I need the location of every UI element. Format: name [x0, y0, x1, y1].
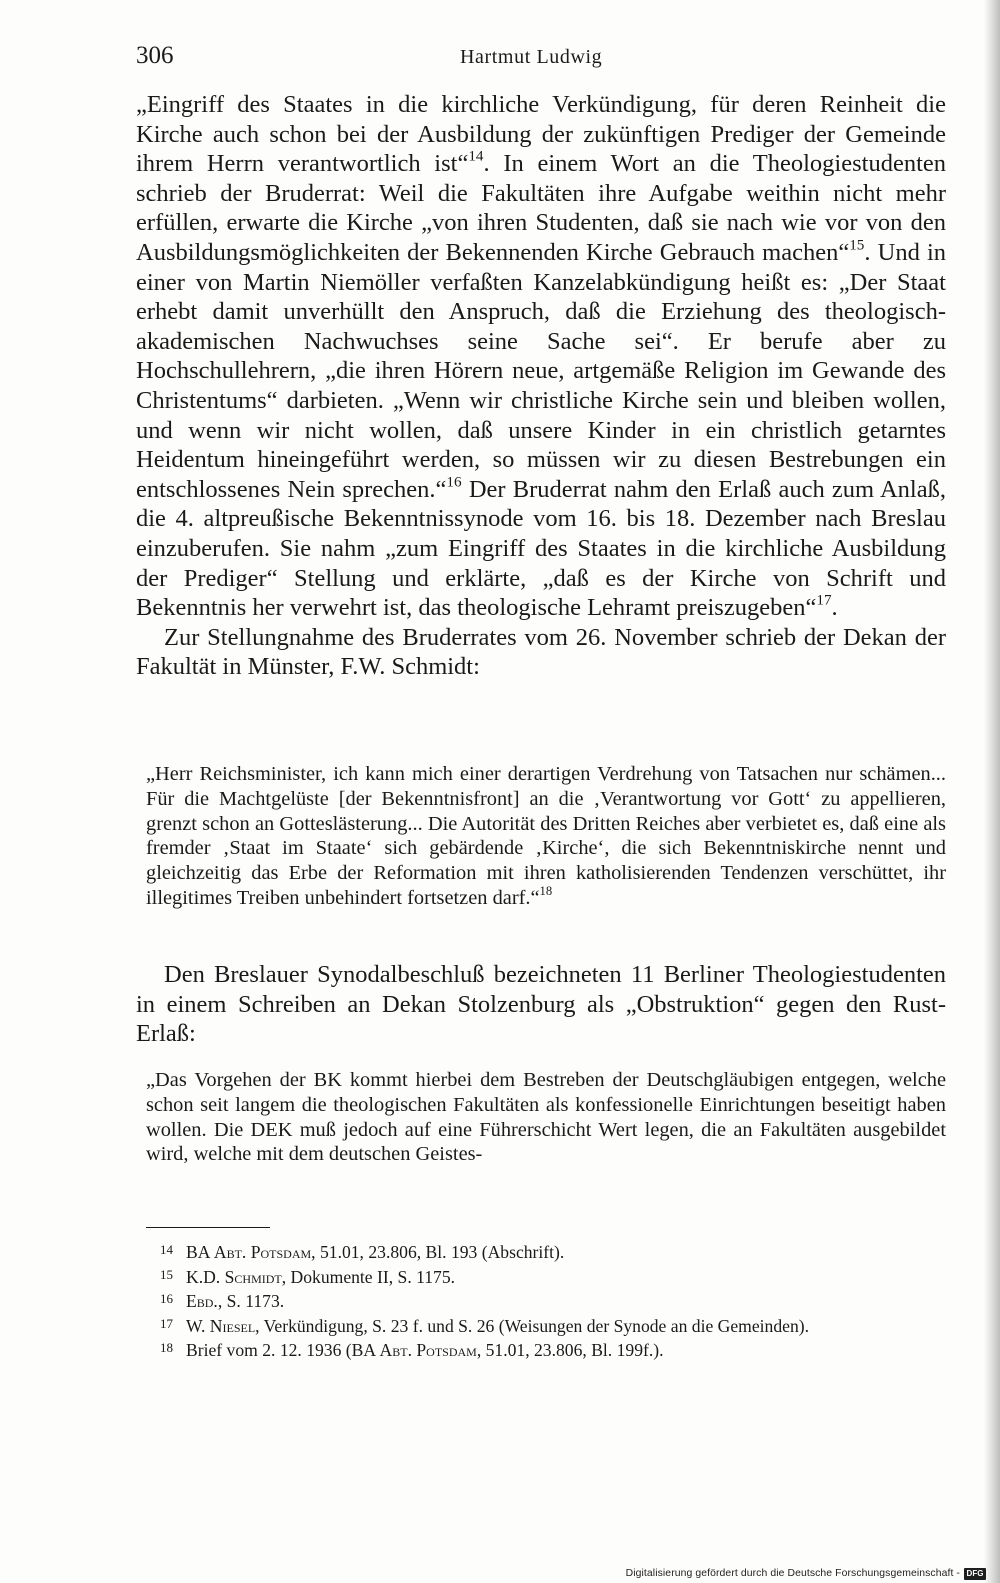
footnote-smallcaps: Schmidt	[224, 1266, 282, 1287]
footnote-ref-14: 14	[468, 147, 484, 165]
paragraph-1-text-e: .	[831, 594, 838, 622]
footnote-17	[146, 1314, 946, 1339]
footnote-15	[146, 1265, 946, 1290]
paragraph-1-text-a: „Eingriff des Staates in die kirchliche Verkündigung, für deren Reinheit die Kirche auch schon bei der Ausbildung der zukünftigen Prediger der Gemeinde ihrem Herrn verantwortlich ist“	[136, 91, 946, 178]
paragraph-1-text-c: . Und in einer von Martin Niemöller verfaßten Kanzelabkündigung heißt es: „Der Staat erhebt damit unverhüllt den Anspruch, daß die Erziehung des theologisch-akademischen Nachwuchses seine Sache sei“. Er berufe aber zu Hochschullehrern, „die ihren Hörern neue, artgemäße Religion im Gewande des Christentums“ darbieten. „Wenn wir christliche Kirche sein und bleiben wollen, und wenn wir nicht wollen, daß unsere Kinder in ein christlich getarntes Heidentum hineingeführt werden, so müssen wir zu diesen Bestrebungen ein entschlossenes Nein sprechen.“	[136, 238, 947, 503]
footnote-text: W.	[186, 1315, 210, 1336]
footnote-smallcaps: Abt. Potsdam	[213, 1242, 312, 1262]
footnote-text: BA	[186, 1242, 214, 1262]
footnote-text: , 51.01, 23.806, Bl. 199f.).	[476, 1340, 664, 1361]
footnote-number: 14	[160, 1242, 173, 1257]
dfg-logo: DFG	[964, 1568, 986, 1580]
block-quote-students: „Das Vorgehen der BK kommt hierbei dem Bestreben der Deutschgläubigen entgegen, welche schon seit langem die theologischen Fakultäten als konfessionelle Einrichtungen beseitigt haben wollen. Die DEK muß jedoch auf eine Führerschicht Wert legen, die an Fakultäten ausgebildet wird, welche mit dem deutschen Geistes-	[146, 1069, 946, 1166]
footnote-smallcaps: Niesel	[209, 1315, 256, 1336]
footnote-ref-15: 15	[849, 236, 865, 254]
footnote-number: 18	[160, 1340, 173, 1356]
footnote-text: K.D.	[186, 1266, 225, 1287]
footnote-number: 15	[160, 1266, 173, 1282]
footnote-18	[146, 1338, 946, 1363]
page-header	[136, 42, 936, 78]
footnote-ref-17: 17	[816, 591, 832, 609]
paragraph-1	[136, 90, 946, 623]
footnote-text: Brief vom 2. 12. 1936 (BA	[186, 1340, 380, 1361]
footnote-text: , Dokumente II, S. 1175.	[281, 1266, 456, 1287]
paragraph-1-text-d: Der Bruderrat nahm den Erlaß auch zum Anlaß, die 4. altpreußische Bekenntnissynode vom 16. bis 18. Dezember nach Breslau einzuberufen. Sie nahm „zum Eingriff des Staates in die kirchliche Ausbildung der Prediger“ Stellung und erklärte, „daß es der Kirche von Schrift und Bekenntnis her verwehrt ist, das theologische Lehramt preiszugeben“	[136, 475, 946, 622]
paragraph-1b: Zur Stellungnahme des Bruderrates vom 26. November schrieb der Dekan der Fakultät in Münster, F.W. Schmidt:	[136, 623, 946, 681]
footnote-text: , Verkündigung, S. 23 f. und S. 26 (Weisungen der Synode an die Gemeinden).	[255, 1315, 810, 1336]
paragraph-1-text-b: . In einem Wort an die Theologiestudenten schrieb der Bruderrat: Weil die Fakultäten ihre Aufgabe weithin nicht mehr erfüllen, erwarte die Kirche „von ihren Studenten, daß sie nach wie vor von den Ausbildungsmöglichkeiten der Bekennenden Kirche Gebrauch machen“	[136, 150, 946, 266]
running-head-author: Hartmut Ludwig	[460, 46, 603, 68]
footnote-16	[146, 1289, 946, 1314]
footnote-smallcaps: Ebd.	[186, 1291, 218, 1312]
paragraph-2: Den Breslauer Synodalbeschluß bezeichneten 11 Berliner Theologiestudenten in einem Schreiben an Dekan Stolzenburg als „Obstruktion“ gegen den Rust-Erlaß:	[136, 961, 946, 1048]
footnote-smallcaps: Abt. Potsdam	[379, 1340, 477, 1361]
page-edge-shadow	[984, 0, 1000, 1583]
page-number: 306	[136, 42, 174, 69]
footnote-ref-18: 18	[539, 884, 553, 899]
footnote-ref-16: 16	[446, 473, 462, 491]
footnote-number: 17	[160, 1315, 173, 1331]
digitization-credit: Digitalisierung gefördert durch die Deutsche Forschungsgemeinschaft -	[625, 1568, 960, 1579]
footnotes	[146, 1240, 946, 1363]
footnote-14	[146, 1240, 946, 1265]
main-text	[136, 90, 946, 682]
footnote-number: 16	[160, 1291, 173, 1307]
block-quote-schmidt-text: „Herr Reichsminister, ich kann mich einer derartigen Verdrehung von Tatsachen nur schämen... Für die Machtgelüste [der Bekenntnisfront] an die ‚Verantwortung vor Gott‘ zu appellieren, grenzt schon an Gotteslästerung... Die Autorität des Dritten Reiches aber verbietet es, daß eine als fremder ‚Staat im Staate‘ sich gebärdende ‚Kirche‘, die sich Bekenntniskirche nennt und gleichzeitig das Erbe der Reformation mit ihren katholisierenden Tendenzen verschüttet, ihr illegitimes Treiben unbehindert fortsetzen darf.“	[146, 763, 946, 909]
footnote-text: , 51.01, 23.806, Bl. 193 (Abschrift).	[311, 1242, 565, 1262]
footnote-divider	[146, 1227, 270, 1228]
footnote-text: , S. 1173.	[217, 1291, 285, 1312]
block-quote-schmidt	[146, 762, 946, 911]
